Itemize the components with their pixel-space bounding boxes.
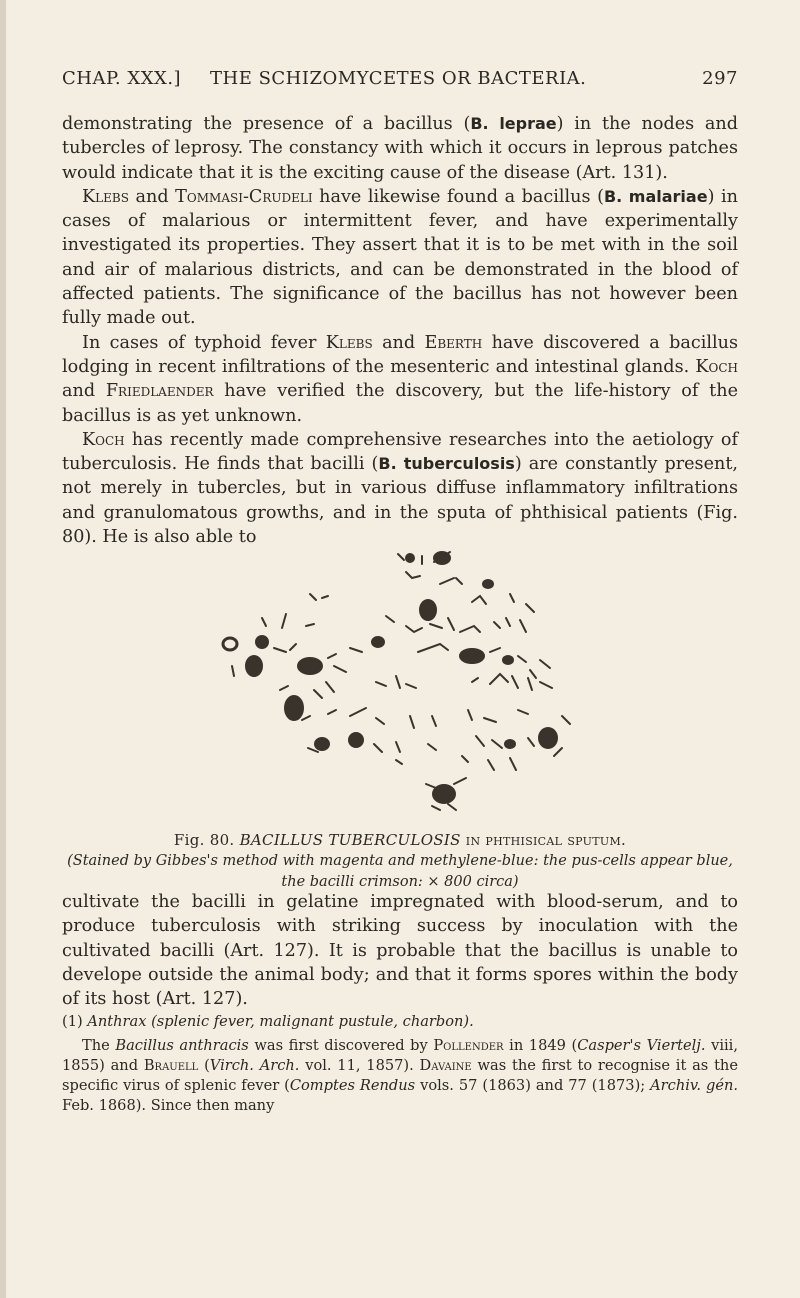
author-name: Friedlaender <box>105 381 214 402</box>
pus-cell <box>539 728 557 748</box>
author-name: Tommasi-Crudeli <box>175 186 313 207</box>
running-header <box>62 68 738 98</box>
page-number: 297 <box>702 68 738 89</box>
pus-cell <box>434 552 450 564</box>
author-name: Klebs <box>325 332 373 353</box>
species-name: B. tuberculosis <box>378 454 515 474</box>
author-name: Klebs <box>82 186 129 207</box>
pus-cell <box>483 580 493 588</box>
caption-title: Fig. 80. BACILLUS TUBERCULOSIS in phthisical sputum. <box>173 831 627 849</box>
paragraph-cultivation: cultivate the bacilli in gelatine impregnated with blood-serum, and to produce tuberculosis with striking success by inoculation with the cultivated bacilli (Art. 127). It is probable that the bacillus is unable to develope outside the animal body; and that it forms spores within the body of its host (Art. 127). <box>62 892 738 1010</box>
bacilli-sputum-drawing <box>210 548 630 824</box>
pus-cell <box>372 637 384 647</box>
pus-cell <box>349 733 363 747</box>
running-title: THE SCHIZOMYCETES OR BACTERIA. <box>210 68 587 89</box>
pus-cell <box>285 696 303 720</box>
species-name: B. malariae <box>603 186 708 206</box>
pus-cell <box>406 554 414 562</box>
bacillus <box>232 554 570 810</box>
main-text-top <box>62 112 738 549</box>
chapter-label: CHAP. XXX.] <box>62 68 182 89</box>
pus-cell <box>503 656 513 664</box>
figure-80-illustration <box>210 548 630 824</box>
author-name: Koch <box>695 356 738 377</box>
paragraph-tuberculosis: Koch has recently made comprehensive researches into the aetiology of tuberculosis. He finds that bacilli (B. tuberculosis) are constantly present, not merely in tubercles, but in various diffuse inflammatory infiltrations and granulomatous growths, and in the sputa of phthisical patients (Fig. 80). He is also able to <box>62 429 738 548</box>
pus-cell <box>223 638 237 650</box>
pus-cell <box>246 656 262 676</box>
main-text-bottom <box>62 890 738 1011</box>
figure-caption <box>62 830 738 893</box>
caption-note: (Stained by Gibbes's method with magenta and methylene-blue: the pus-cells appear blue, the bacilli crimson: × 800 circa) <box>67 853 733 890</box>
footnote-anthrax-heading: (1) Anthrax (splenic fever, malignant pustule, charbon). <box>62 1013 474 1030</box>
footnotes <box>62 1012 738 1120</box>
paragraph-typhoid: In cases of typhoid fever Klebs and Eberth have discovered a bacillus lodging in recent infiltrations of the mesenteric and intestinal glands. Koch and Friedlaender have verified the discovery, but the life-history of the bacillus is as yet unknown. <box>62 332 738 426</box>
species-name: B. leprae <box>470 114 557 133</box>
author-name: Koch <box>82 429 125 450</box>
page-binding-edge <box>0 0 6 1298</box>
pus-cell <box>505 740 515 748</box>
paragraph-malaria: Klebs and Tommasi-Crudeli have likewise found a bacillus (B. malariae) in cases of malarious or intermittent fever, and have experimentally investigated its properties. They assert that it is to be met with in the soil and air of malarious districts, and can be demonstrated in the blood of affected patients. The significance of the bacillus has not however been fully made out. <box>62 186 738 329</box>
pus-cell <box>420 600 436 620</box>
author-name: Eberth <box>424 332 483 353</box>
pus-cell <box>315 738 329 750</box>
paragraph-leprosy: demonstrating the presence of a bacillus (B. leprae) in the nodes and tubercles of leprosy. The constancy with which it occurs in leprous patches would indicate that it is the exciting cause of the disease (Art. 131). <box>62 114 739 183</box>
pus-cell <box>460 649 484 663</box>
pus-cell <box>298 658 322 674</box>
pus-cell <box>256 636 268 648</box>
footnote-anthrax-history: The Bacillus anthracis was first discovered by Pollender in 1849 (Casper's Viertelj. viii, 1855) and Brauell (Virch. Arch. vol. 11, 1857). Davaine was the first to recognise it as the specific virus of splenic fever (Comptes Rendus vols. 57 (1863) and 77 (1873); Archiv. gén. Feb. 1868). Since then many <box>62 1037 738 1114</box>
